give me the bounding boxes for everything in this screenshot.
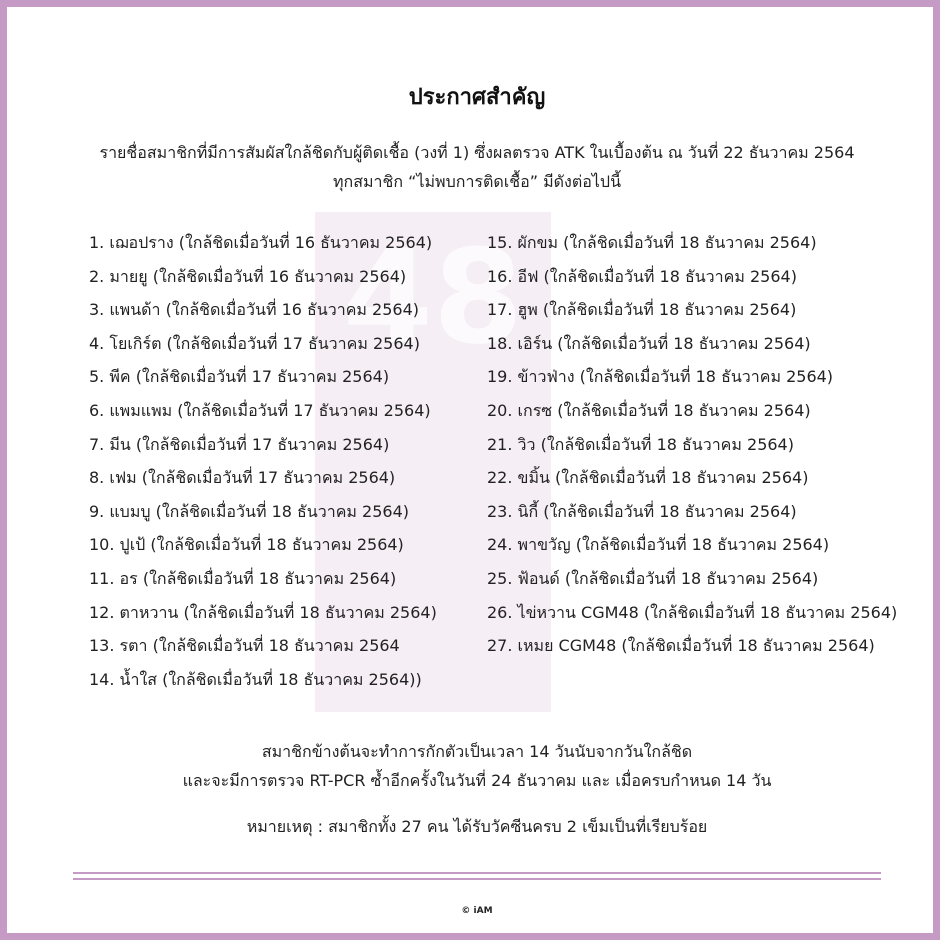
list-item: 10. ปูเป้ (ใกล้ชิดเมื่อวันที่ 18 ธันวาคม 2564)	[89, 535, 404, 555]
member-list-left	[89, 226, 437, 696]
copyright: © iAM	[461, 906, 493, 916]
divider-bottom	[73, 878, 881, 880]
list-item: 5. พีค (ใกล้ชิดเมื่อวันที่ 17 ธันวาคม 2564)	[89, 367, 390, 387]
list-item: 14. น้ำใส (ใกล้ชิดเมื่อวันที่ 18 ธันวาคม 2564))	[89, 669, 422, 689]
list-item: 27. เหมย CGM48 (ใกล้ชิดเมื่อวันที่ 18 ธันวาคม 2564)	[487, 636, 875, 656]
list-item: 17. ฮูพ (ใกล้ชิดเมื่อวันที่ 18 ธันวาคม 2564)	[487, 300, 797, 320]
quarantine-note: สมาชิกข้างต้นจะทำการกักตัวเป็นเวลา 14 วันนับจากวันใกล้ชิด	[261, 742, 693, 761]
list-item: 2. มายยู (ใกล้ชิดเมื่อวันที่ 16 ธันวาคม 2564)	[89, 266, 407, 286]
list-item: 13. รตา (ใกล้ชิดเมื่อวันที่ 18 ธันวาคม 2564	[89, 636, 400, 656]
list-item: 15. ผักขม (ใกล้ชิดเมื่อวันที่ 18 ธันวาคม 2564)	[487, 233, 817, 252]
list-item: 1. เฌอปราง (ใกล้ชิดเมื่อวันที่ 16 ธันวาคม 2564)	[89, 233, 433, 252]
list-item: 16. อีฟ (ใกล้ชิดเมื่อวันที่ 18 ธันวาคม 2564)	[487, 266, 797, 286]
intro-line-2: ทุกสมาชิก “ไม่พบการติดเชื้อ” มีดังต่อไปนี้	[333, 172, 621, 191]
intro-line-1: รายชื่อสมาชิกที่มีการสัมผัสใกล้ชิดกับผู้ติดเชื้อ (วงที่ 1) ซึ่งผลตรวจ ATK ในเบื้องต้น ณ วันที่ 22 ธันวาคม 2564	[99, 143, 855, 162]
list-item: 20. เกรซ (ใกล้ชิดเมื่อวันที่ 18 ธันวาคม 2564)	[487, 400, 811, 420]
list-item: 22. ขมิ้น (ใกล้ชิดเมื่อวันที่ 18 ธันวาคม 2564)	[487, 468, 809, 488]
list-item: 11. อร (ใกล้ชิดเมื่อวันที่ 18 ธันวาคม 2564)	[89, 568, 397, 588]
watermark-text: 48	[342, 221, 524, 373]
list-item: 21. วิว (ใกล้ชิดเมื่อวันที่ 18 ธันวาคม 2564)	[487, 434, 794, 454]
rt-pcr-note: และจะมีการตรวจ RT-PCR ซ้ำอีกครั้งในวันที่ 24 ธันวาคม และ เมื่อครบกำหนด 14 วัน	[182, 771, 772, 790]
list-item: 8. เฟม (ใกล้ชิดเมื่อวันที่ 17 ธันวาคม 2564)	[89, 468, 396, 488]
list-item: 18. เอิร์น (ใกล้ชิดเมื่อวันที่ 18 ธันวาคม 2564)	[487, 333, 811, 353]
list-item: 23. นิกี้ (ใกล้ชิดเมื่อวันที่ 18 ธันวาคม 2564)	[487, 501, 797, 521]
list-item: 9. แบมบู (ใกล้ชิดเมื่อวันที่ 18 ธันวาคม 2564)	[89, 501, 409, 521]
list-item: 26. ไข่หวาน CGM48 (ใกล้ชิดเมื่อวันที่ 18 ธันวาคม 2564)	[487, 602, 898, 622]
list-item: 7. มีน (ใกล้ชิดเมื่อวันที่ 17 ธันวาคม 2564)	[89, 434, 390, 454]
list-item: 12. ตาหวาน (ใกล้ชิดเมื่อวันที่ 18 ธันวาคม 2564)	[89, 602, 437, 622]
divider-top	[73, 872, 881, 874]
page-title: ประกาศสำคัญ	[408, 85, 546, 110]
list-item: 3. แพนด้า (ใกล้ชิดเมื่อวันที่ 16 ธันวาคม 2564)	[89, 300, 419, 320]
list-item: 6. แพมแพม (ใกล้ชิดเมื่อวันที่ 17 ธันวาคม 2564)	[89, 400, 431, 420]
vaccine-remark: หมายเหตุ : สมาชิกทั้ง 27 คน ได้รับวัคซีนครบ 2 เข็มเป็นที่เรียบร้อย	[246, 817, 708, 836]
list-item: 24. พาขวัญ (ใกล้ชิดเมื่อวันที่ 18 ธันวาคม 2564)	[487, 535, 830, 555]
member-list-right	[487, 226, 897, 663]
list-item: 19. ข้าวฟ่าง (ใกล้ชิดเมื่อวันที่ 18 ธันวาคม 2564)	[487, 367, 834, 387]
list-item: 25. ฟ้อนด์ (ใกล้ชิดเมื่อวันที่ 18 ธันวาคม 2564)	[487, 568, 819, 588]
list-item: 4. โยเกิร์ต (ใกล้ชิดเมื่อวันที่ 17 ธันวาคม 2564)	[89, 333, 420, 353]
